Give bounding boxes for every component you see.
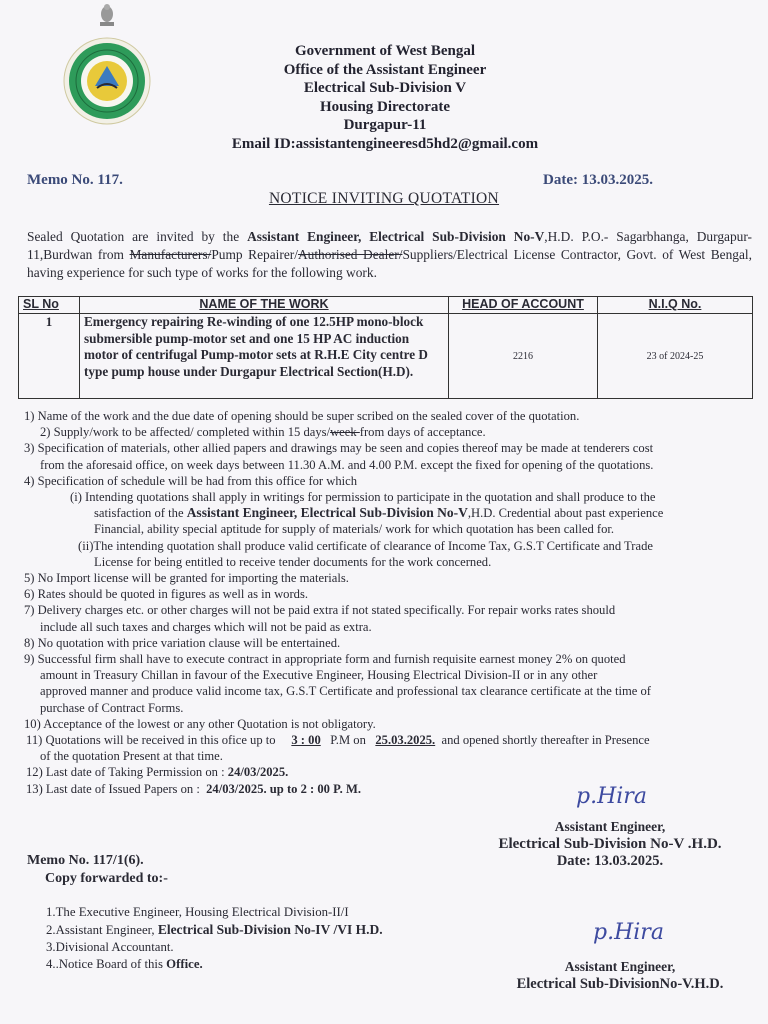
condition-2	[24, 424, 758, 440]
intro-bold: Assistant Engineer, Electrical Sub-Division No-V	[247, 229, 545, 244]
header-email: Email ID:assistantengineeresd5hd2@gmail.com	[231, 135, 539, 152]
condition-text: 11) Quotations will be received in this ofice up to	[26, 733, 276, 748]
list-item: 1.The Executive Engineer, Housing Electrical Division-II/I	[46, 905, 349, 919]
cell-head: 2216	[449, 314, 598, 399]
col-head-of-account: HEAD OF ACCOUNT	[449, 297, 598, 314]
memo-number: Memo No. 117.	[27, 172, 123, 188]
condition-11-cont: of the quotation Present at that time.	[40, 749, 223, 764]
list-item-text: 2.Assistant Engineer,	[46, 923, 158, 937]
list-item-bold: Electrical Sub-Division No-IV /VI H.D.	[157, 922, 383, 937]
condition-7-cont: include all such taxes and charges which will not be paid as extra.	[40, 619, 372, 634]
signature-title: Assistant Engineer,	[554, 819, 666, 834]
condition-4-i-cont	[24, 505, 758, 521]
table-header-row	[19, 297, 753, 314]
condition-text: ,H.D. Credential about past experience	[467, 506, 664, 521]
cell-work: Emergency repairing Re-winding of one 12.5HP mono-block submersible pump-motor set and one 15 HP AC induction motor of centrifugal Pump-motor sets at R.H.E City centre D type pump house under Durgapur Electrical Section(H.D).	[80, 314, 449, 399]
copy-list	[46, 904, 383, 973]
condition-text: from days of acceptance.	[359, 425, 486, 440]
condition-4-i-cont2: Financial, ability special aptitude for supply of materials/ work for which quotation has been called for.	[94, 522, 615, 537]
condition-12	[24, 764, 758, 780]
condition-4-i: (i) Intending quotations shall apply in writings for permission to participate in the quotation and shall produce to the	[70, 490, 656, 505]
list-item-text: 4..Notice Board of this	[46, 957, 167, 971]
condition-3: 3) Specification of materials, other allied papers and drawings may be seen and copies thereof may be made at tenderers cost	[24, 441, 654, 456]
memo-date: Date: 13.03.2025.	[543, 172, 653, 188]
ashoka-emblem-icon	[96, 2, 118, 28]
condition-6: 6) Rates should be quoted in figures as well as in words.	[24, 587, 309, 602]
condition-9: 9) Successful firm shall have to execute contract in appropriate form and furnish requisite earnest money 2% on quoted	[24, 652, 626, 667]
header-line: Electrical Sub-Division V	[303, 80, 467, 96]
intro-text: Sealed Quotation are invited by the	[27, 229, 248, 244]
condition-11	[24, 732, 758, 748]
condition-13	[24, 781, 758, 797]
condition-4: 4) Specification of schedule will be had from this office for which	[24, 473, 358, 488]
condition-text: 2) Supply/work to be affected/ completed within 15 days/	[40, 425, 331, 440]
condition-3-cont: from the aforesaid office, on week days between 11.30 A.M. and 4.00 P.M. except the fixed for opening of the quotations.	[40, 457, 654, 472]
notice-title: NOTICE INVITING QUOTATION	[268, 190, 500, 207]
intro-text: ,H.D. P.O.- Sagarbhanga, Durgapur-11,Burdwan from	[27, 229, 752, 262]
condition-strikethrough: week	[330, 425, 360, 440]
condition-text: and opened shortly thereafter in Presence	[441, 733, 650, 748]
condition-9-cont3: purchase of Contract Forms.	[40, 700, 184, 715]
memo2-number: Memo No. 117/1(6).	[27, 853, 144, 868]
table-row	[19, 314, 753, 399]
col-name-of-work: NAME OF THE WORK	[80, 297, 449, 314]
condition-1: 1) Name of the work and the due date of opening should be super scribed on the sealed cover of the quotation.	[24, 409, 580, 423]
col-sl-no: SL No	[19, 297, 80, 314]
signature-scribble-2: p.Hira	[593, 920, 664, 945]
intro-strikethrough: Manufacturers/	[129, 247, 212, 262]
signature-title-2: Assistant Engineer,	[564, 959, 676, 974]
header-line: Government of West Bengal	[294, 43, 476, 59]
memo2-block	[27, 852, 168, 888]
cell-niq: 23 of 2024-25	[598, 314, 753, 399]
condition-time: 3 : 00	[291, 733, 321, 748]
list-item-bold: Office.	[166, 957, 203, 971]
condition-4-ii-cont: License for being entitled to receive tender documents for the work concerned.	[94, 554, 492, 569]
header-line: Office of the Assistant Engineer	[283, 61, 487, 78]
west-bengal-emblem-icon	[62, 36, 152, 126]
header-line: Housing Directorate	[319, 98, 451, 115]
condition-10: 10) Acceptance of the lowest or any other Quotation is not obligatory.	[24, 716, 376, 731]
condition-9-cont: amount in Treasury Chillan in favour of the Executive Engineer, Housing Electrical Division-II or in any other	[40, 668, 598, 683]
condition-text: 13) Last date of Issued Papers on :	[26, 781, 200, 796]
condition-text: 12) Last date of Taking Permission on :	[26, 765, 225, 780]
condition-text: satisfaction of the	[94, 506, 187, 521]
header-line: Durgapur-11	[343, 117, 427, 133]
intro-paragraph	[27, 228, 752, 282]
condition-8: 8) No quotation with price variation clause will be entertained.	[24, 635, 341, 650]
list-item	[46, 921, 383, 939]
condition-5: 5) No Import license will be granted for importing the materials.	[24, 571, 349, 586]
condition-4-ii: (ii)The intending quotation shall produce valid certificate of clearance of Income Tax, G.S.T Certificate and Trade	[78, 538, 653, 553]
intro-text: Pump Repairer/	[211, 247, 298, 262]
work-table	[18, 296, 753, 399]
signature-date: Date: 13.03.2025.	[556, 853, 664, 869]
signature-scribble: p.Hira	[576, 784, 647, 809]
intro-strikethrough: Authorised Dealer/	[297, 247, 403, 262]
conditions-list	[24, 408, 758, 797]
condition-date: 24/03/2025.	[227, 765, 289, 780]
condition-date: 25.03.2025.	[375, 733, 436, 748]
condition-text: P.M on	[330, 733, 366, 748]
cell-sl: 1	[19, 314, 80, 399]
signature-block	[470, 818, 750, 870]
condition-bold: Assistant Engineer, Electrical Sub-Division No-V	[186, 505, 468, 521]
signature-office: Electrical Sub-Division No-V .H.D.	[498, 836, 722, 852]
condition-date: 24/03/2025. up to 2 : 00 P. M.	[206, 781, 361, 796]
col-niq-no: N.I.Q No.	[598, 297, 753, 314]
list-item	[46, 956, 383, 973]
condition-9-cont2: approved manner and produce valid income tax, G.S.T Certificate and professional tax clearance certificate at the time of	[40, 684, 652, 699]
memo2-copy: Copy forwarded to:-	[45, 871, 168, 886]
signature-block-2	[470, 958, 768, 993]
intro-text: Suppliers/Electrical License Contractor, Govt. of West Bengal, having experience for such type of works for the following work.	[27, 247, 752, 280]
office-header	[160, 42, 610, 153]
condition-7: 7) Delivery charges etc. or other charges will not be paid extra if not stated specifically. For repair works rates should	[24, 603, 616, 618]
list-item: 3.Divisional Accountant.	[46, 940, 174, 954]
signature-office-2: Electrical Sub-DivisionNo-V.H.D.	[516, 976, 724, 992]
